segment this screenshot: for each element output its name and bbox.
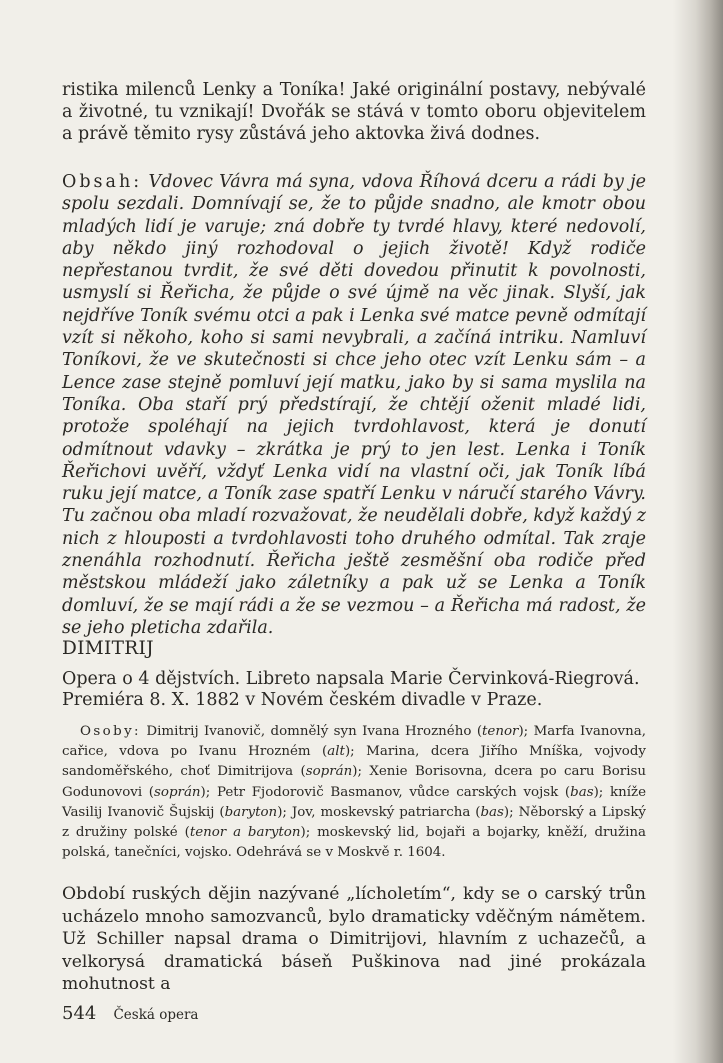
voice-type: tenor <box>482 724 519 739</box>
section-heading: DIMITRIJ <box>62 638 154 659</box>
synopsis-text: Vdovec Vávra má syna, vdova Říhová dceru a rádi by je spolu sezdali. Domnívají se, že to půjde snadno, ale kmotr obou mladých lidí je varuje; zná dobře ty tvrdé hlavy, které nedovolí, aby někdo jiný rozhodoval o jejich životě! Když rodiče nepřestanou tvrdit, že své děti dovedou přinutit k povolnosti, usmyslí si Řeřicha, že půjde o své újmě na věc jinak. Slyší, jak nejdříve Toník svému otci a pak i Lenka své matce pevně odmítají vzít si někoho, koho si sami nevybrali, a začíná intriku. Namluví Toníkovi, že ve skutečnosti si chce jeho otec vzít Lenku sám – a Lence zase stejně pomluví její matku, jako by si sama myslila na Toníka. Oba staří prý předstírají, že chtějí oženit mladé lidi, protože spoléhají na jejich tvrdohlavost, která je donutí odmítnout vdavky – zkrátka je prý to jen lest. Lenka i Toník Řeřichovi uvěří, vždyť Lenka vidí na vlastní oči, jak Toník líbá ruku její matce, a Toník zase spatří Lenku v náručí starého Vávry. Tu začnou oba mladí rozvažovat, že neudělali dobře, když každý z nich z hlouposti a tvrdohlavosti toho druhého odmítal. Tak zraje znenáhla rozhodnutí. Řeřicha ještě zesměšní oba rodiče před městskou mládeží jako záletníky a pak už se Lenka a Toník domluví, že se mají rádi a že se vezmou – a Řeřicha má radost, že se jeho pleticha zdařila. <box>62 172 646 638</box>
voice-type: soprán <box>305 764 353 780</box>
history-paragraph: Období ruských dějin nazývané „lícholetím“, kdy se o carský trůn ucházelo mnoho samozvanců, bylo dramaticky vděčným námětem. Už Schiller napsal drama o Dimitrijovi, hlavním z uchazečů, a velkorysá dramatická báseň Puškinova nad jiné prokázala mohutnost a <box>62 884 646 994</box>
voice-type: bas <box>480 804 504 820</box>
cast-text: ); kníže Vasilij Ivanovič Šujskij ( <box>62 784 646 820</box>
voice-type: alt <box>327 744 345 760</box>
voice-type: baryton <box>224 804 278 820</box>
cast-label: Osoby: <box>80 724 141 739</box>
cast-text: ); Jov, moskevský patriarcha ( <box>277 804 481 820</box>
page-number: 544 <box>62 1003 97 1024</box>
page-footer <box>62 1003 198 1024</box>
running-title: Česká opera <box>113 1007 199 1023</box>
voice-type: soprán <box>154 784 201 800</box>
opera-info-premiere: Premiéra 8. X. 1882 v Novém českém divadle v Praze. <box>62 690 543 710</box>
page-gutter-shadow <box>673 0 723 1063</box>
cast-text: ); Marfa Ivanovna, cařice, vdova po Ivanu Hrozném ( <box>62 724 646 760</box>
opera-info-libretto: Opera o 4 dějstvích. Libreto napsala Marie Červinková-Riegrová. <box>62 669 640 689</box>
voice-type: bas <box>570 784 594 800</box>
voice-type: tenor a baryton <box>189 825 301 841</box>
cast-text: ); Něborský a Lipský z družiny polské ( <box>62 804 646 841</box>
synopsis-paragraph <box>62 171 646 639</box>
cast-text: ); moskevský lid, bojaři a bojarky, kněží, družina polská, tanečníci, vojsko. Odehrává se v Moskvě r. 1604. <box>62 825 646 861</box>
cast-list <box>62 722 646 863</box>
intro-paragraph: ristika milenců Lenky a Toníka! Jaké originální postavy, nebývalé a životné, tu vznikají! Dvořák se stává v tomto oboru objevitelem a právě těmito rysy zůstává jeho aktovka živá dodnes. <box>62 80 646 144</box>
synopsis-label: Obsah: <box>62 172 143 192</box>
cast-text: ); Marina, dcera Jiřího Mníška, vojvody sandoměřského, choť Dimitrijova ( <box>62 744 646 780</box>
cast-text: Dimitrij Ivanovič, domnělý syn Ivana Hrozného ( <box>140 724 483 739</box>
opera-info <box>62 669 646 711</box>
cast-text: ); Xenie Borisovna, dcera po caru Borisu Godunovovi ( <box>62 764 646 800</box>
cast-text: ); Petr Fjodorovič Basmanov, vůdce carských vojsk ( <box>200 784 571 800</box>
